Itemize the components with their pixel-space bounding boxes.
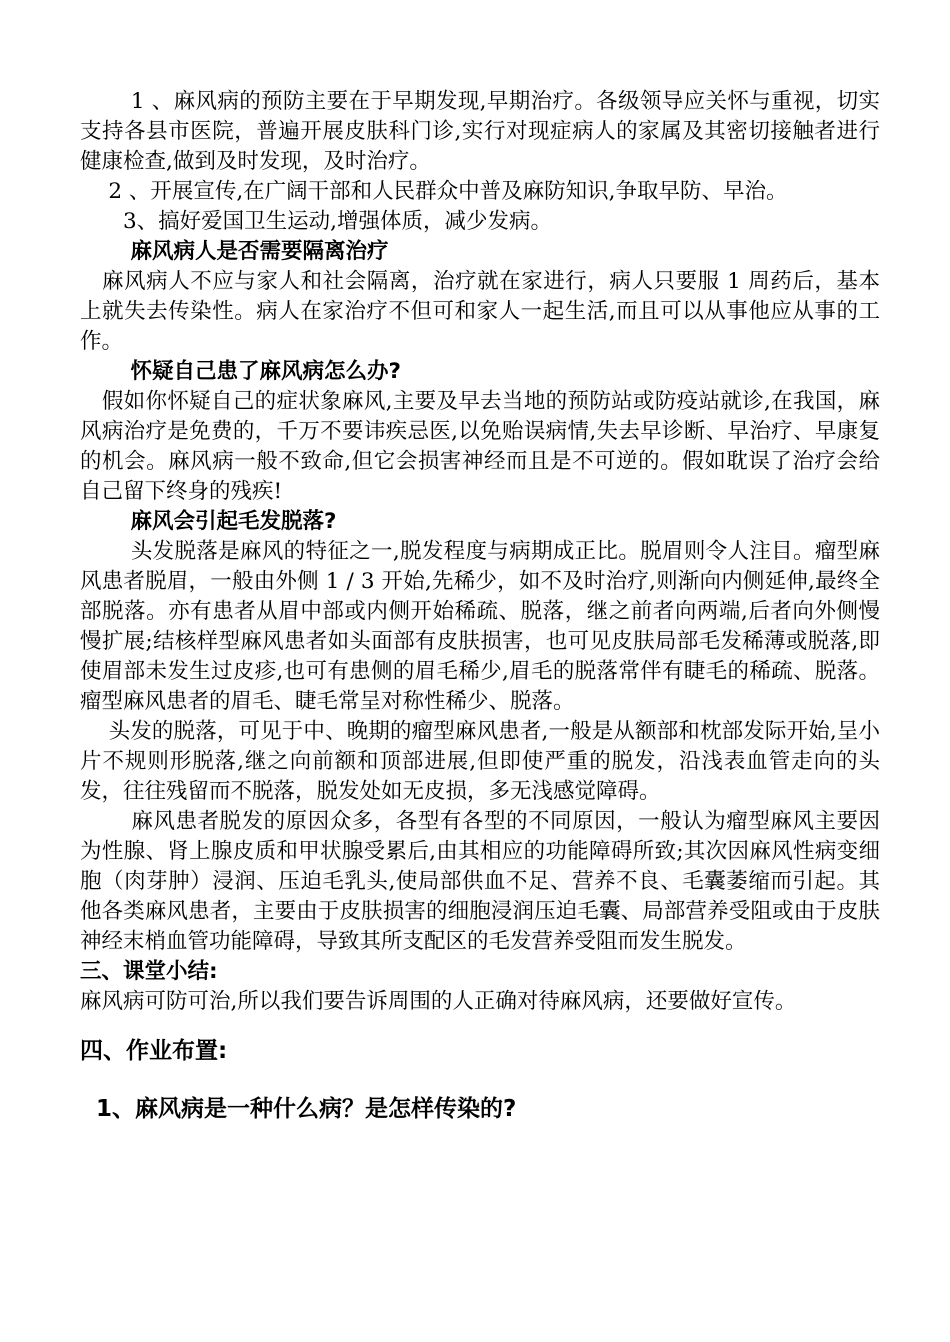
heading-summary: 三、课堂小结: (80, 959, 218, 984)
homework-question-1: 1、麻风病是一种什么病？是怎样传染的? (80, 1096, 517, 1122)
heading-homework: 四、作业布置: (80, 1038, 228, 1064)
document-body (80, 87, 880, 1125)
prevention-point-3: 3、搞好爱国卫生运动,增强体质，减少发病。 (80, 209, 553, 234)
summary-paragraph: 麻风病可防可治,所以我们要告诉周围的人正确对待麻风病，还要做好宣传。 (80, 989, 797, 1014)
isolation-paragraph: 麻风病人不应与家人和社会隔离，治疗就在家进行，病人只要服 1 周药后，基本上就失去传染性。病人在家治疗不但可和家人一起生活,而且可以从事他应从事的工作。 (80, 269, 880, 354)
prevention-point-1: 1 、麻风病的预防主要在于早期发现,早期治疗。各级领导应关怀与重视，切实支持各县市医院，普遍开展皮肤科门诊,实行对现症病人的家属及其密切接触者进行健康检查,做到及时发现，及时治疗。 (80, 89, 880, 174)
hair-loss-paragraph-3: 麻风患者脱发的原因众多，各型有各型的不同原因，一般认为瘤型麻风主要因为性腺、肾上腺皮质和甲状腺受累后,由其相应的功能障碍所致;其次因麻风性病变细胞（肉芽肿）浸润、压迫毛乳头,使局部供血不足、营养不良、毛囊萎缩而引起。其他各类麻风患者，主要由于皮肤损害的细胞浸润压迫毛囊、局部营养受阻或由于皮肤神经末梢血管功能障碍，导致其所支配区的毛发营养受阻而发生脱发。 (80, 809, 880, 954)
heading-isolation: 麻风病人是否需要隔离治疗 (80, 239, 389, 264)
heading-suspect: 怀疑自己患了麻风病怎么办? (80, 359, 401, 384)
hair-loss-paragraph-1: 头发脱落是麻风的特征之一,脱发程度与病期成正比。脱眉则令人注目。瘤型麻风患者脱眉，一般由外侧 1 / 3 开始,先稀少，如不及时治疗,则渐向内侧延伸,最终全部脱落。亦有患者从眉中部或内侧开始稀疏、脱落，继之前者向两端,后者向外侧慢慢扩展;结核样型麻风患者如头面部有皮肤损害，也可见皮肤局部毛发稀薄或脱落,即使眉部未发生过皮疹,也可有患侧的眉毛稀少,眉毛的脱落常伴有睫毛的稀疏、脱落。瘤型麻风患者的眉毛、睫毛常呈对称性稀少、脱落。 (80, 539, 880, 714)
heading-hair-loss: 麻风会引起毛发脱落? (80, 509, 337, 534)
suspect-paragraph: 假如你怀疑自己的症状象麻风,主要及早去当地的预防站或防疫站就诊,在我国，麻风病治疗是免费的，千万不要讳疾忌医,以免贻误病情,失去早诊断、早治疗、早康复的机会。麻风病一般不致命,但它会损害神经而且是不可逆的。假如耽误了治疗会给自己留下终身的残疾! (80, 389, 880, 504)
hair-loss-paragraph-2: 头发的脱落，可见于中、晚期的瘤型麻风患者,一般是从额部和枕部发际开始,呈小片不规则形脱落,继之向前额和顶部进展,但即使严重的脱发，沿浅表血管走向的头发，往往残留而不脱落，脱发处如无皮损，多无浅感觉障碍。 (80, 719, 880, 804)
prevention-point-2: 2 、开展宣传,在广阔干部和人民群众中普及麻防知识,争取早防、早治。 (80, 179, 788, 204)
